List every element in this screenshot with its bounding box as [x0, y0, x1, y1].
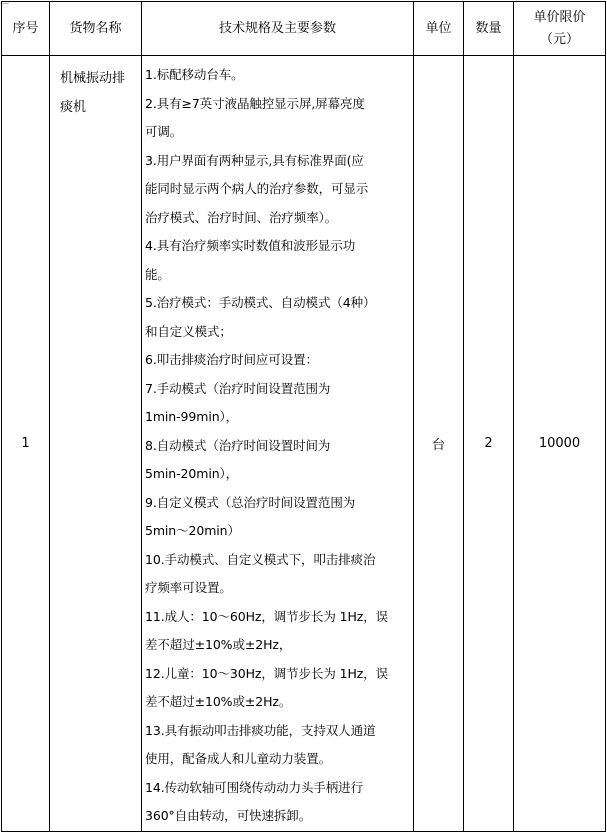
spec-line: 能同时显示两个病人的治疗参数，可显示 — [145, 181, 369, 196]
spec-line: 可调。 — [145, 124, 183, 139]
spec-line: 1min-99min）， — [145, 409, 239, 424]
spec-line: 14.传动软轴可围绕传动动力头手柄进行 — [145, 779, 363, 795]
header-unit-price — [514, 2, 606, 56]
header-qty: 数量 — [464, 2, 514, 56]
row-seq: 1 — [2, 56, 50, 832]
row-qty: 2 — [464, 56, 514, 832]
spec-line: 9.自定义模式（总治疗时间设置范围为 — [145, 494, 356, 510]
spec-line: 使用，配备成人和儿童动力装置。 — [145, 751, 332, 766]
procurement-spec-table — [1, 1, 606, 832]
spec-line: 1.标配移动台车。 — [145, 67, 244, 82]
spec-line: 3.用户界面有两种显示,具有标准界面(应 — [145, 152, 364, 168]
spec-line: 5min-20min）， — [145, 466, 239, 481]
spec-line: 360°自由转动，可快速拆卸。 — [145, 808, 312, 823]
spec-list — [145, 61, 409, 831]
spec-line: 12.儿童：10～30Hz，调节步长为 1Hz，误 — [145, 665, 389, 681]
spec-line: 7.手动模式（治疗时间设置范围为 — [145, 380, 331, 396]
spec-line: 6.叩击排痰治疗时间应可设置： — [145, 352, 318, 367]
row-unit: 台 — [414, 56, 464, 832]
spec-line: 11.成人：10～60Hz，调节步长为 1Hz，误 — [145, 608, 389, 624]
spec-line: 和自定义模式； — [145, 323, 232, 339]
spec-line: 8.自动模式（治疗时间设置时间为 — [145, 437, 331, 453]
spec-line: 治疗模式、治疗时间、治疗频率）。 — [145, 209, 338, 225]
spec-line: 5.治疗模式：手动模式、自动模式（4种） — [145, 295, 376, 310]
header-unit-price-line2: （元） — [539, 31, 579, 47]
spec-line: 疗频率可设置。 — [145, 580, 232, 595]
row-unit-price: 10000 — [514, 56, 606, 832]
spec-line: 差不超过±10%或±2Hz， — [145, 637, 292, 652]
header-unit: 单位 — [414, 2, 464, 56]
header-goods-name: 货物名称 — [50, 2, 142, 56]
spec-line: 能。 — [145, 266, 170, 282]
spec-line: 10.手动模式、自定义模式下，叩击排痰治 — [145, 551, 376, 567]
spec-line: 5min～20min） — [145, 523, 240, 538]
spec-line: 差不超过±10%或±2Hz。 — [145, 694, 292, 709]
header-spec: 技术规格及主要参数 — [142, 2, 414, 56]
row-spec-cell — [142, 56, 414, 832]
row-goods-name: 机械振动排痰机 — [50, 56, 142, 832]
spec-line: 4.具有治疗频率实时数值和波形显示功 — [145, 238, 356, 253]
spec-line: 2.具有≥7英寸液晶触控显示屏,屏幕亮度 — [145, 95, 365, 111]
table-row — [2, 56, 606, 832]
header-seq: 序号 — [2, 2, 50, 56]
header-unit-price-line1: 单价限价 — [533, 9, 586, 25]
spec-line: 13.具有振动叩击排痰功能，支持双人通道 — [145, 722, 376, 738]
header-row — [2, 2, 606, 56]
